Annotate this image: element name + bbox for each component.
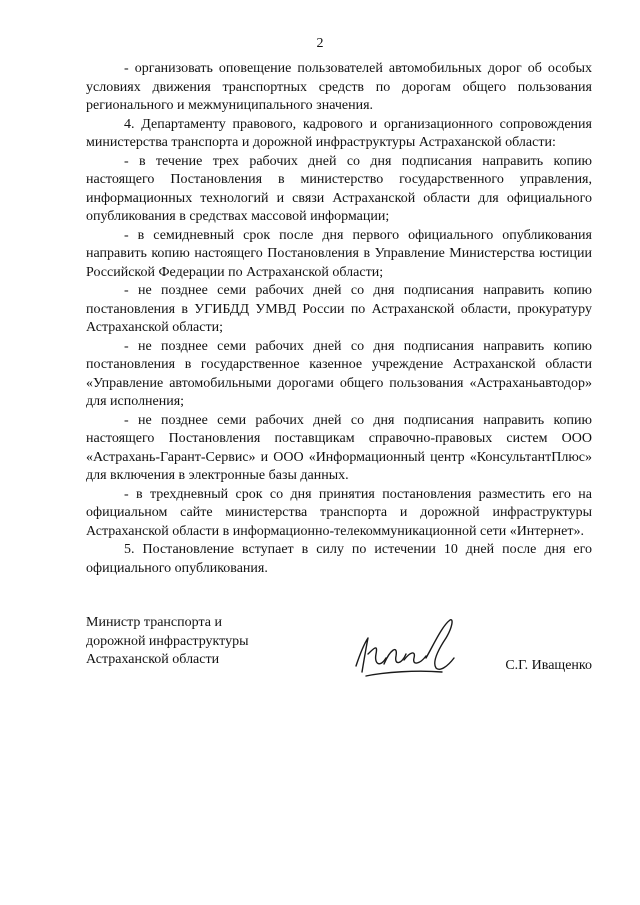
paragraph-send-to-legal-systems: - не позднее семи рабочих дней со дня подписания направить копию настоящего Постановления поставщикам справочно-правовых систем ООО «Астрахань-Гарант-Сервис» и ООО «Информационный центр «КонсультантПлюс» для включения в электронные базы данных. xyxy=(86,412,592,483)
signature-block xyxy=(86,614,592,694)
paragraph-send-to-publishing: - в течение трех рабочих дней со дня подписания направить копию настоящего Постановления в министерство государственного управления, информационных технологий и связи Астраханской области для официального опубликования в средствах массовой информации; xyxy=(86,153,592,224)
paragraph-send-to-justice-ministry: - в семидневный срок после дня первого официального опубликования направить копию настоящего Постановления в Управление Министерства юстиции Российской Федерации по Астраханской области; xyxy=(86,227,592,280)
handwritten-signature xyxy=(346,614,476,684)
signatory-title-line: дорожной инфраструктуры xyxy=(86,633,249,649)
paragraph-item-5-effective-date: 5. Постановление вступает в силу по истечении 10 дней после дня его официального опубликования. xyxy=(86,542,592,576)
paragraph-notify-road-users: - организовать оповещение пользователей автомобильных дорог об особых условиях движения транспортных средств по дорогам общего пользования регионального и межмуниципального значения. xyxy=(86,61,592,113)
signatory-title xyxy=(86,614,248,670)
signatory-title-line: Астраханской области xyxy=(86,652,220,667)
signatory-name: С.Г. Иващенко xyxy=(505,658,592,673)
document-body xyxy=(86,60,592,578)
paragraph-send-to-astrakhanavtodor: - не позднее семи рабочих дней со дня подписания направить копию постановления в государственное казенное учреждение Астраханской области «Управление автомобильными дорогами общего пользования «Астраханьавтодор» для исполнения; xyxy=(86,338,592,409)
signatory-title-line: Министр транспорта и xyxy=(86,615,222,630)
paragraph-item-4-department: 4. Департаменту правового, кадрового и организационного сопровождения министерства транспорта и дорожной инфраструктуры Астраханской области: xyxy=(86,116,592,150)
paragraph-publish-on-website: - в трехдневный срок со дня принятия постановления разместить его на официальном сайте министерства транспорта и дорожной инфраструктуры Астраханской области в информационно-телекоммуникационной сети «Интернет». xyxy=(86,486,592,539)
paragraph-send-to-ugibdd: - не позднее семи рабочих дней со дня подписания направить копию постановления в УГИБДД УМВД России по Астраханской области, прокуратуру Астраханской области; xyxy=(86,283,592,335)
page-number: 2 xyxy=(316,36,324,51)
